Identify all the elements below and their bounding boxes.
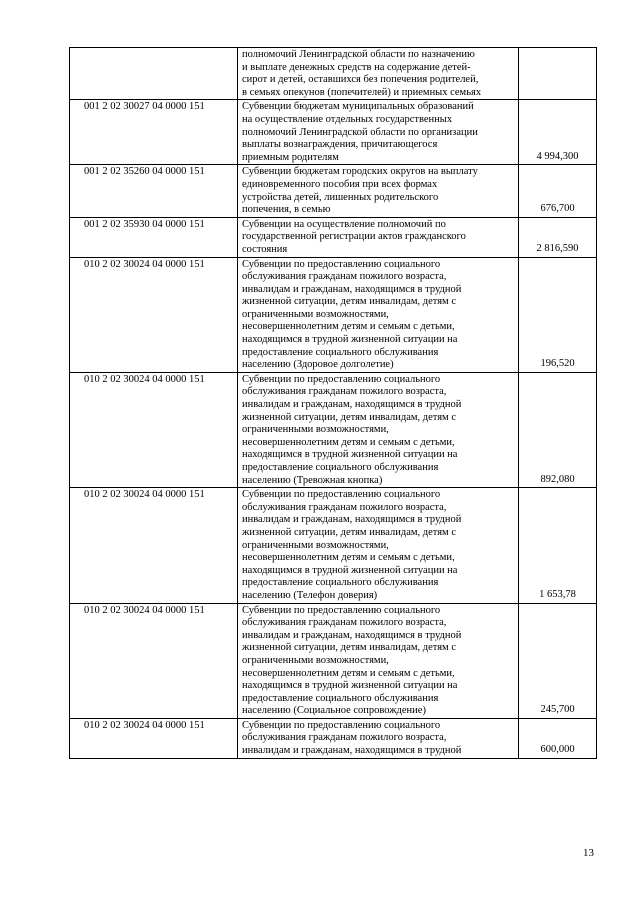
description-line: Субвенции на осуществление полномочий по [242,218,446,230]
budget-table-body [70,48,597,759]
amount-cell: 4 994,300 [519,100,597,165]
description-line: приемным родителям [242,151,339,163]
budget-code-cell [70,48,238,100]
description-cell [238,603,519,718]
amount-cell: 1 653,78 [519,488,597,603]
description-line: ограниченными возможностями, [242,654,389,666]
description-line: инвалидам и гражданам, находящимся в трудной [242,399,462,411]
amount-cell [519,48,597,100]
amount-cell: 2 816,590 [519,217,597,257]
description-line: несовершеннолетним детям и семьям с детьми, [242,321,455,333]
description-line: попечения, в семью [242,204,331,216]
description-line: Субвенции по предоставлению социального [242,604,441,616]
description-line: находящимся в трудной жизненной ситуации на [242,564,458,576]
budget-code-cell: 010 2 02 30024 04 0000 151 [70,257,238,372]
description-line: обслуживания гражданам пожилого возраста, [242,271,447,283]
description-line: предоставление социального обслуживания [242,346,439,358]
budget-code-cell: 010 2 02 30024 04 0000 151 [70,488,238,603]
table-row [70,718,597,758]
amount-cell: 245,700 [519,603,597,718]
budget-code-cell: 001 2 02 30027 04 0000 151 [70,100,238,165]
description-line: инвалидам и гражданам, находящимся в трудной [242,745,462,757]
description-line: населению (Здоровое долголетие) [242,359,394,371]
description-line: жизненной ситуации, детям инвалидам, детям с [242,642,456,654]
description-line: Субвенции по предоставлению социального [242,373,441,385]
description-line: инвалидам и гражданам, находящимся в трудной [242,283,462,295]
budget-table [69,47,597,759]
description-line: государственной регистрации актов гражданского [242,231,466,243]
page-number: 13 [583,847,594,859]
budget-code-cell: 001 2 02 35260 04 0000 151 [70,165,238,217]
description-line: несовершеннолетним детям и семьям с детьми, [242,667,455,679]
description-line: Субвенции бюджетам муниципальных образований [242,101,474,113]
description-line: устройства детей, лишенных родительского [242,191,439,203]
description-line: обслуживания гражданам пожилого возраста, [242,501,447,513]
description-line: ограниченными возможностями, [242,424,389,436]
description-line: находящимся в трудной жизненной ситуации на [242,449,458,461]
description-line: несовершеннолетним детям и семьям с детьми, [242,552,455,564]
description-line: Субвенции по предоставлению социального [242,258,441,270]
description-line: несовершеннолетним детям и семьям с детьми, [242,436,455,448]
description-line: сирот и детей, оставшихся без попечения родителей, [242,74,479,86]
description-line: инвалидам и гражданам, находящимся в трудной [242,629,462,641]
table-row [70,603,597,718]
amount-cell: 892,080 [519,372,597,487]
description-line: жизненной ситуации, детям инвалидам, детям с [242,411,456,423]
description-line: находящимся в трудной жизненной ситуации на [242,334,458,346]
budget-code-cell: 010 2 02 30024 04 0000 151 [70,603,238,718]
description-line: предоставление социального обслуживания [242,462,439,473]
table-row [70,165,597,217]
description-line: Субвенции по предоставлению социального [242,489,441,501]
amount-cell: 600,000 [519,718,597,758]
description-cell [238,100,519,165]
description-cell [238,372,519,487]
description-line: на осуществление отдельных государственных [242,113,453,125]
description-line: полномочий Ленинградской области по организации [242,126,478,138]
description-line: обслуживания гражданам пожилого возраста, [242,617,447,629]
description-line: населению (Телефон доверия) [242,589,378,601]
table-row [70,372,597,487]
description-line: и выплате денежных средств на содержание детей- [242,61,471,73]
table-row [70,488,597,603]
description-line: инвалидам и гражданам, находящимся в трудной [242,514,462,526]
description-line: в семьях опекунов (попечителей) и приемных семьях [242,86,482,98]
description-cell [238,718,519,758]
budget-code-cell: 010 2 02 30024 04 0000 151 [70,718,238,758]
description-line: состояния [242,243,288,255]
description-line: находящимся в трудной жизненной ситуации на [242,680,458,692]
description-line: населению (Социальное сопровождение) [242,705,426,717]
table-row [70,217,597,257]
description-line: обслуживания гражданам пожилого возраста, [242,732,447,744]
description-line: ограниченными возможностями, [242,539,389,551]
table-row [70,100,597,165]
description-line: Субвенции бюджетам городских округов на выплату [242,166,478,178]
amount-cell: 196,520 [519,257,597,372]
budget-code-cell: 010 2 02 30024 04 0000 151 [70,372,238,487]
amount-cell: 676,700 [519,165,597,217]
description-line: полномочий Ленинградской области по назначению [242,49,475,60]
description-line: обслуживания гражданам пожилого возраста, [242,386,447,398]
budget-code-cell: 001 2 02 35930 04 0000 151 [70,217,238,257]
description-line: ограниченными возможностями, [242,308,389,320]
description-line: жизненной ситуации, детям инвалидам, детям с [242,296,456,308]
description-cell [238,217,519,257]
description-cell [238,48,519,100]
description-line: Субвенции по предоставлению социального [242,719,441,731]
description-line: предоставление социального обслуживания [242,692,439,704]
description-cell [238,257,519,372]
description-cell [238,488,519,603]
description-line: предоставление социального обслуживания [242,577,439,589]
description-line: единовременного пособия при всех формах [242,178,438,190]
description-line: жизненной ситуации, детям инвалидам, детям с [242,526,456,538]
description-line: населению (Тревожная кнопка) [242,474,383,486]
description-cell [238,165,519,217]
description-line: выплаты вознаграждения, причитающегося [242,139,438,151]
table-row [70,48,597,100]
table-row [70,257,597,372]
